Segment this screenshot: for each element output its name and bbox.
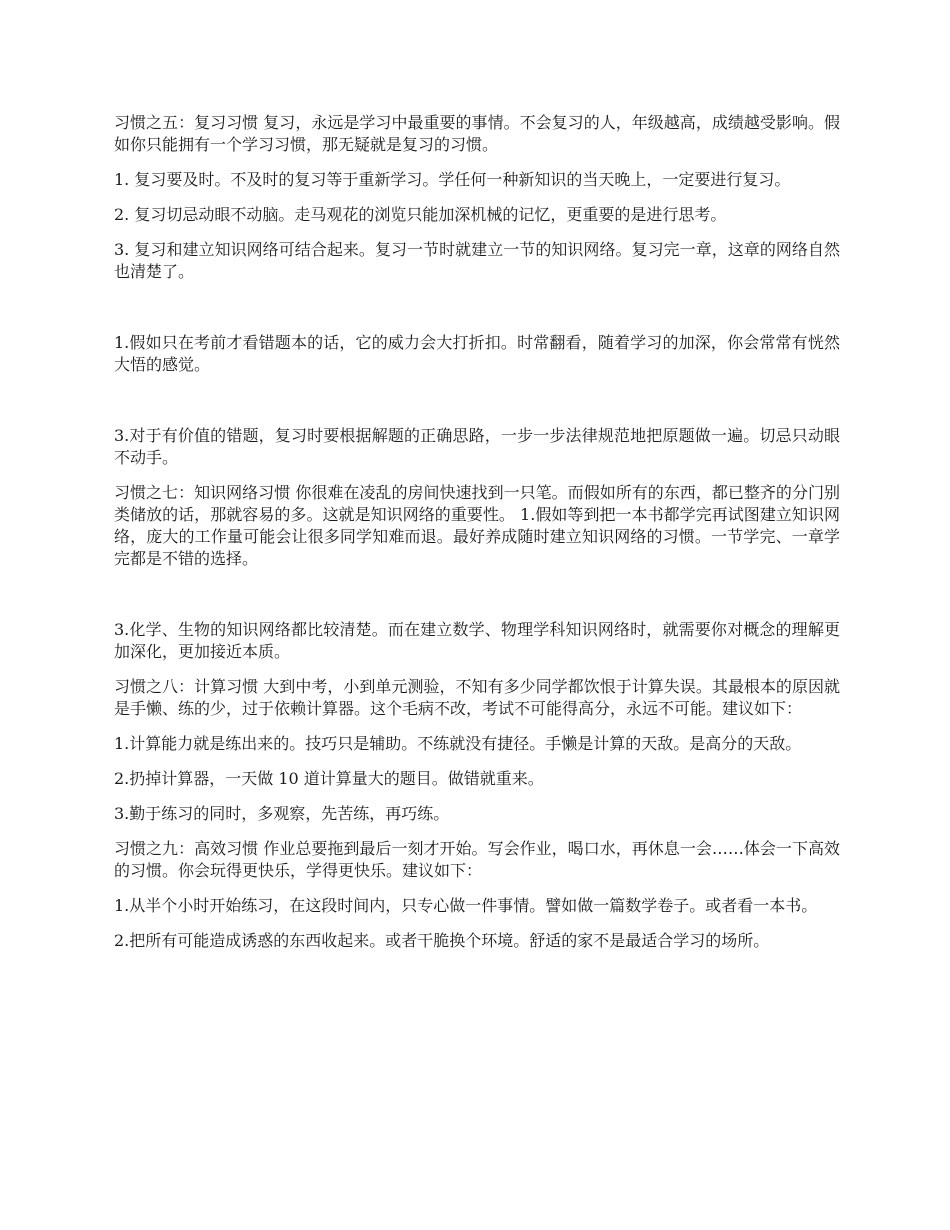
paragraph-habit-7-intro: 习惯之七：知识网络习惯 你很难在凌乱的房间快速找到一只笔。而假如所有的东西，都已整齐的分门别类储放的话，那就容易的多。这就是知识网络的重要性。 1.假如等到把一本书都学完再试图建立知识网络，庞大的工作量可能会让很多同学知难而退。最好养成随时建立知识网络的习惯。一节学完、一章学完都是不错的选择。 [114, 483, 840, 568]
paragraph-calc-point-3: 3.勤于练习的同时，多观察，先苦练，再巧练。 [114, 804, 450, 823]
paragraph-network-point-3: 3.化学、生物的知识网络都比较清楚。而在建立数学、物理学科知识网络时，就需要你对概念的理解更加深化，更加接近本质。 [114, 620, 840, 661]
paragraph-calc-point-1: 1.计算能力就是练出来的。技巧只是辅助。不练就没有捷径。手懒是计算的天敌。是高分的天敌。 [114, 734, 802, 753]
section-gap [114, 296, 840, 332]
paragraph-efficiency-point-1: 1.从半个小时开始练习，在这段时间内，只专心做一件事情。譬如做一篇数学卷子。或者看一本书。 [114, 896, 818, 915]
section-gap [114, 389, 840, 425]
paragraph-efficiency-point-2: 2.把所有可能造成诱惑的东西收起来。或者干脆换个环境。舒适的家不是最适合学习的场所。 [114, 931, 770, 950]
paragraph-habit-5-intro: 习惯之五：复习习惯 复习，永远是学习中最重要的事情。不会复习的人，年级越高，成绩越受影响。假如你只能拥有一个学习习惯，那无疑就是复习的习惯。 [114, 113, 840, 154]
section-gap [114, 583, 840, 619]
paragraph-calc-point-2: 2.扔掉计算器，一天做 10 道计算量大的题目。做错就重来。 [114, 769, 544, 788]
paragraph-review-point-1: 1. 复习要及时。不及时的复习等于重新学习。学任何一种新知识的当天晚上，一定要进行复习。 [114, 170, 791, 189]
paragraph-error-book-point-1: 1.假如只在考前才看错题本的话，它的威力会大打折扣。时常翻看，随着学习的加深，你会常常有恍然大悟的感觉。 [114, 333, 840, 374]
paragraph-review-point-2: 2. 复习切忌动眼不动脑。走马观花的浏览只能加深机械的记忆，更重要的是进行思考。 [114, 205, 727, 224]
paragraph-review-point-3: 3. 复习和建立知识网络可结合起来。复习一节时就建立一节的知识网络。复习完一章，这章的网络自然也清楚了。 [114, 240, 840, 281]
paragraph-error-book-point-3: 3.对于有价值的错题，复习时要根据解题的正确思路，一步一步法律规范地把原题做一遍。切忌只动眼不动手。 [114, 426, 840, 467]
document-body [114, 112, 840, 965]
paragraph-habit-8-intro: 习惯之八：计算习惯 大到中考，小到单元测验，不知有多少同学都饮恨于计算失误。其最根本的原因就是手懒、练的少，过于依赖计算器。这个毛病不改，考试不可能得高分，永远不可能。建议如下： [114, 677, 840, 718]
paragraph-habit-9-intro: 习惯之九：高效习惯 作业总要拖到最后一刻才开始。写会作业，喝口水，再休息一会……体会一下高效的习惯。你会玩得更快乐，学得更快乐。建议如下： [114, 839, 840, 880]
